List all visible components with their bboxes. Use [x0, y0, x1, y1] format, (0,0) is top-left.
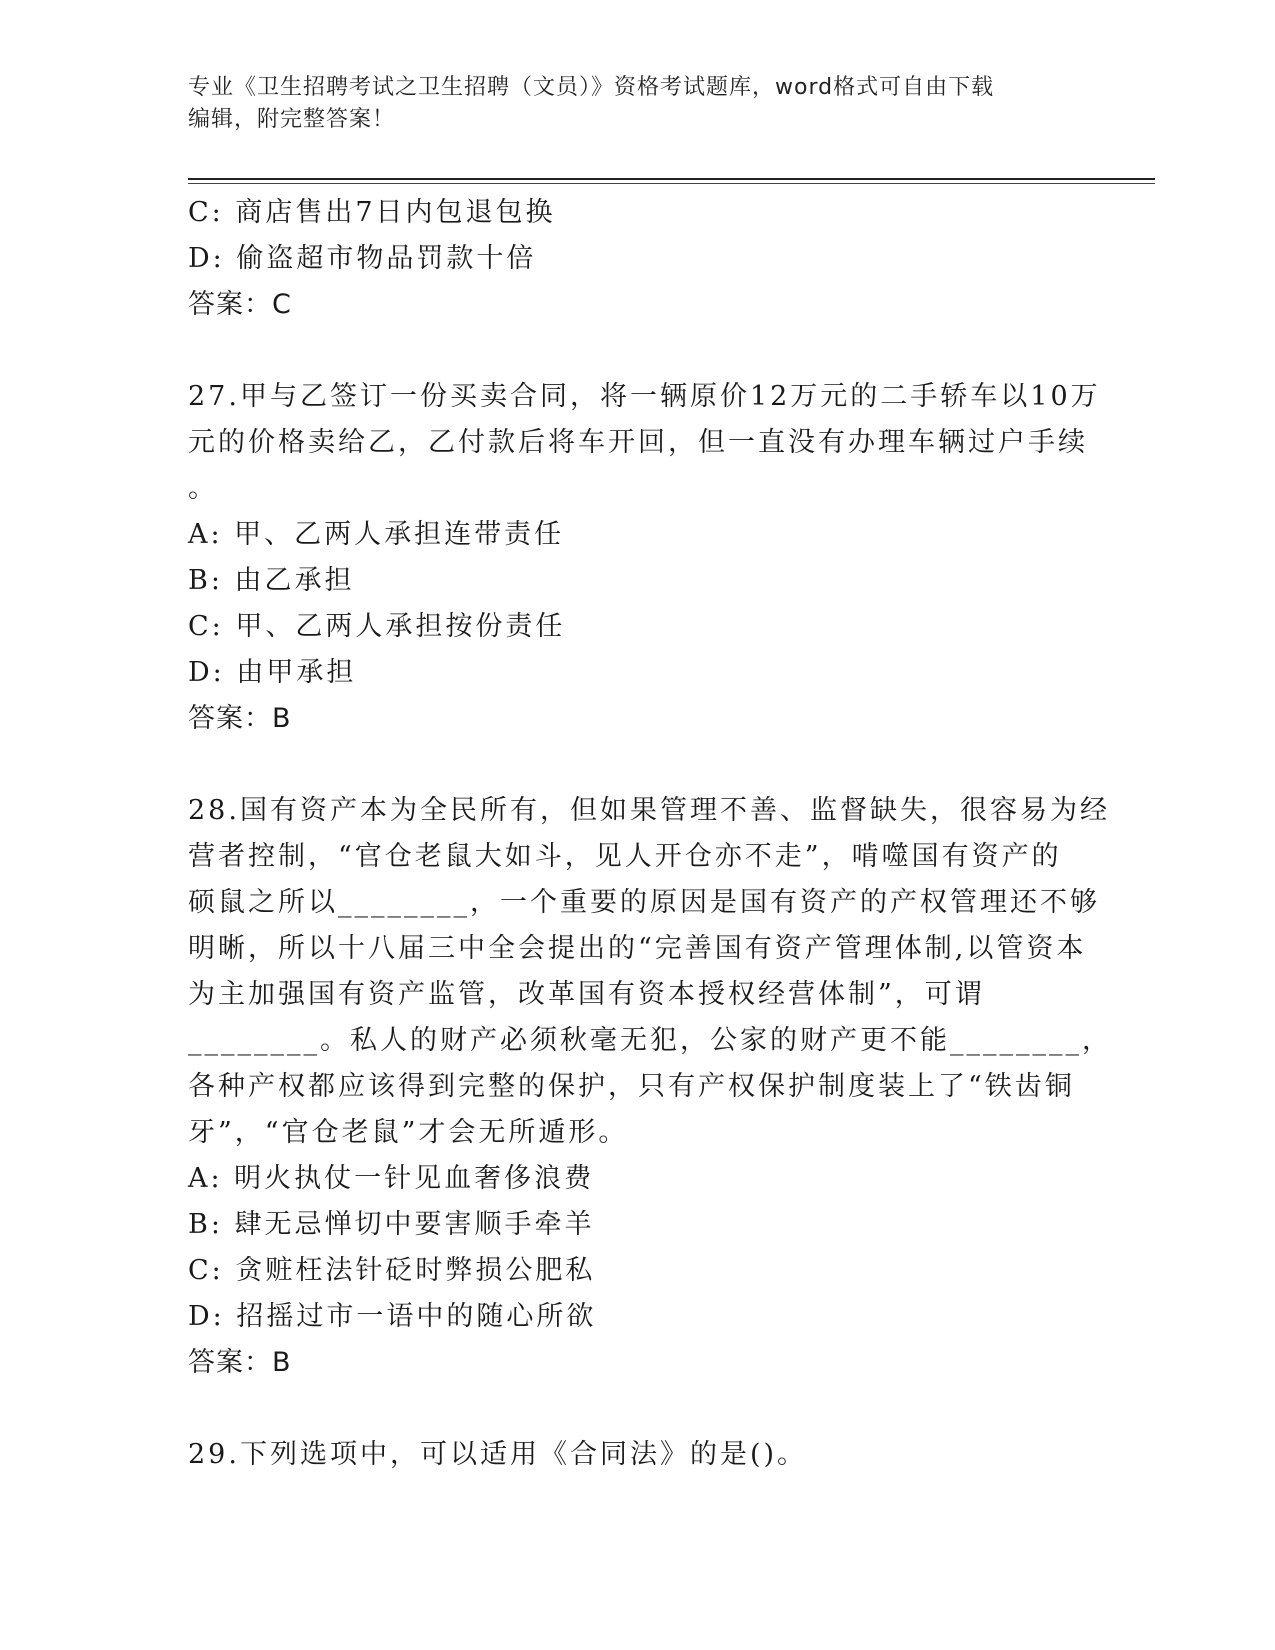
q29-stem-line: 29.下列选项中，可以适用《合同法》的是()。 [188, 1439, 808, 1470]
spacer [188, 328, 1098, 374]
header-line-2: 编辑，附完整答案！ [188, 107, 396, 132]
spacer [188, 1386, 1098, 1432]
q27-option-a: A: 甲、乙两人承担连带责任 [188, 519, 565, 550]
q26-option-c: C: 商店售出7日内包退包换 [188, 197, 556, 228]
question-content [188, 190, 1112, 1478]
q27-option-d: D: 由甲承担 [188, 657, 357, 688]
q27-stem-line: 27.甲与乙签订一份买卖合同，将一辆原价12万元的二手轿车以10万 [188, 381, 1101, 412]
q28-option-b: B: 肆无忌惮切中要害顺手牵羊 [188, 1209, 595, 1240]
q28-option-a: A: 明火执仗一针见血奢侈浪费 [188, 1163, 595, 1194]
q28-stem-line: 明晰，所以十八届三中全会提出的“完善国有资产管理体制,以管资本 [188, 933, 1087, 964]
q27-stem-line: 元的价格卖给乙，乙付款后将车开回，但一直没有办理车辆过户手续 [188, 427, 1088, 458]
q28-answer: 答案：B [188, 1347, 292, 1378]
q28-stem-line: 各种产权都应该得到完整的保护，只有产权保护制度装上了“铁齿铜 [188, 1071, 1075, 1102]
q27-answer: 答案：B [188, 703, 292, 734]
q28-option-d: D: 招摇过市一语中的随心所欲 [188, 1301, 597, 1332]
q28-stem-line: 牙”，“官仓老鼠”才会无所遁形。 [188, 1117, 629, 1148]
q28-stem-line: 28.国有资产本为全民所有，但如果管理不善、监督缺失，很容易为经 [188, 795, 1110, 826]
q28-option-c: C: 贪赃枉法针砭时弊损公肥私 [188, 1255, 596, 1286]
q27-stem-line: 。 [188, 473, 218, 504]
q28-stem-line: ________。私人的财产必须秋毫无犯，公家的财产更不能________， [188, 1025, 1112, 1056]
document-header [188, 72, 1068, 136]
q27-option-c: C: 甲、乙两人承担按份责任 [188, 611, 566, 642]
q28-stem-line: 为主加强国有资产监管，改革国有资本授权经营体制”，可谓 [188, 979, 985, 1010]
header-divider-thick [188, 178, 1155, 180]
q26-option-d: D: 偷盗超市物品罚款十倍 [188, 243, 537, 274]
q28-stem-line: 营者控制，“官仓老鼠大如斗，见人开仓亦不走”，啃噬国有资产的 [188, 841, 1062, 872]
header-line-1: 专业《卫生招聘考试之卫生招聘（文员）》资格考试题库，word格式可自由下载 [188, 75, 995, 100]
spacer [188, 742, 1098, 788]
q26-answer: 答案：C [188, 289, 292, 320]
q27-option-b: B: 由乙承担 [188, 565, 355, 596]
header-divider-thin [188, 183, 1155, 184]
q28-stem-line: 硕鼠之所以________，一个重要的原因是国有资产的产权管理还不够 [188, 887, 1100, 918]
